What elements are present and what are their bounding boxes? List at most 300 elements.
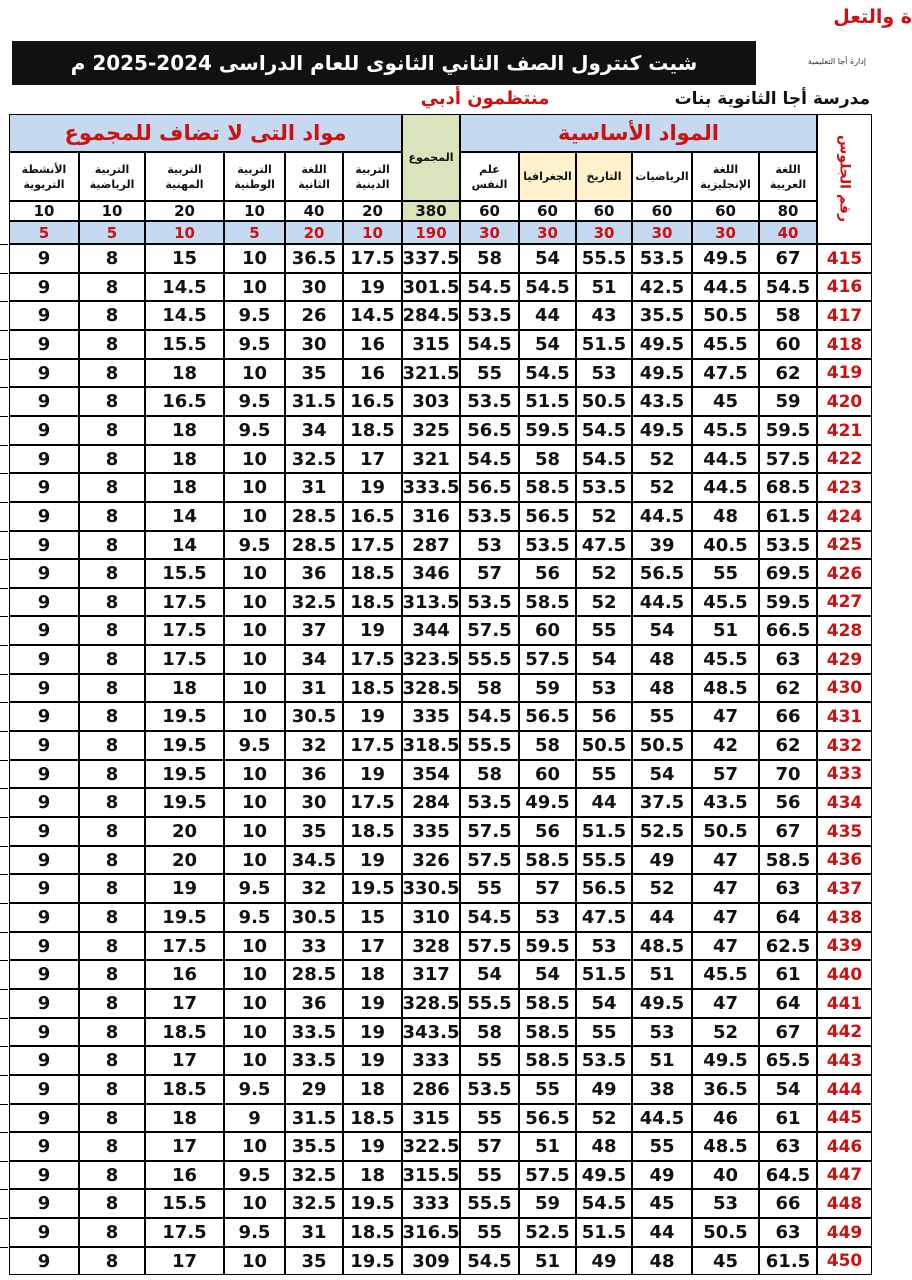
grade-cell: 9 bbox=[9, 1104, 79, 1132]
grade-cell: 67 bbox=[759, 1018, 817, 1046]
max-score-cell: 60 bbox=[576, 201, 632, 221]
subject-header: التربية الرياضية bbox=[79, 152, 145, 201]
grade-cell: 48.5 bbox=[632, 932, 692, 960]
grade-cell: 54.5 bbox=[576, 416, 632, 445]
grade-cell: 37.5 bbox=[632, 788, 692, 817]
grade-cell: 31 bbox=[285, 1218, 343, 1247]
total-cell: 354 bbox=[402, 760, 460, 788]
total-cell: 321.5 bbox=[402, 359, 460, 387]
grade-cell: 30.5 bbox=[285, 903, 343, 932]
subject-header: الأنشطة التربوية bbox=[9, 152, 79, 201]
grade-cell: 54.5 bbox=[460, 445, 519, 473]
grade-cell: 59 bbox=[519, 1189, 576, 1218]
grade-cell: 9.5 bbox=[224, 416, 285, 445]
grade-cell: 14 bbox=[145, 531, 224, 559]
min-score-cell: 40 bbox=[759, 221, 817, 244]
grade-cell: 51 bbox=[576, 273, 632, 301]
grade-cell: 58.5 bbox=[759, 846, 817, 874]
grade-cell: 54.5 bbox=[576, 1189, 632, 1218]
grade-cell: 52 bbox=[576, 1104, 632, 1132]
grade-cell: 17.5 bbox=[343, 731, 402, 760]
grade-cell: 9 bbox=[9, 387, 79, 416]
grade-cell: 50.5 bbox=[632, 731, 692, 760]
total-cell: 316.5 bbox=[402, 1218, 460, 1247]
grade-cell: 8 bbox=[79, 788, 145, 817]
seat-number-cell: 433 bbox=[817, 760, 872, 788]
grade-cell: 32 bbox=[285, 731, 343, 760]
max-score-cell: 80 bbox=[759, 201, 817, 221]
grade-cell: 66 bbox=[759, 1189, 817, 1218]
total-cell: 344 bbox=[402, 616, 460, 645]
grade-cell: 36 bbox=[285, 989, 343, 1018]
grade-cell: 9 bbox=[9, 273, 79, 301]
grade-cell: 50.5 bbox=[692, 301, 759, 330]
grade-cell: 9 bbox=[9, 1189, 79, 1218]
grade-cell: 44 bbox=[632, 1218, 692, 1247]
grade-cell: 35 bbox=[285, 817, 343, 846]
grade-cell: 63 bbox=[759, 874, 817, 903]
grade-cell: 48 bbox=[632, 645, 692, 674]
grade-cell: 47 bbox=[692, 702, 759, 731]
grade-cell: 19.5 bbox=[145, 903, 224, 932]
grade-cell: 8 bbox=[79, 731, 145, 760]
grade-cell: 49 bbox=[576, 1247, 632, 1275]
row-divider bbox=[0, 244, 8, 245]
grade-cell: 45.5 bbox=[692, 416, 759, 445]
grade-cell: 19.5 bbox=[145, 702, 224, 731]
grade-cell: 57.5 bbox=[460, 616, 519, 645]
grade-cell: 31 bbox=[285, 674, 343, 702]
grade-cell: 18.5 bbox=[343, 588, 402, 616]
grade-cell: 19.5 bbox=[343, 1247, 402, 1275]
grade-cell: 44 bbox=[576, 788, 632, 817]
grade-cell: 49.5 bbox=[692, 1046, 759, 1075]
total-cell: 287 bbox=[402, 531, 460, 559]
grade-cell: 54 bbox=[632, 616, 692, 645]
grade-cell: 45.5 bbox=[692, 645, 759, 674]
subject-header: التربية المهنية bbox=[145, 152, 224, 201]
row-divider bbox=[0, 788, 8, 789]
grade-cell: 55 bbox=[460, 1104, 519, 1132]
max-score-cell: 60 bbox=[692, 201, 759, 221]
basic-subjects-group-header: المواد الأساسية bbox=[460, 114, 817, 152]
grade-cell: 26 bbox=[285, 301, 343, 330]
grade-cell: 8 bbox=[79, 616, 145, 645]
grade-cell: 10 bbox=[224, 559, 285, 588]
grade-cell: 33 bbox=[285, 932, 343, 960]
grade-cell: 8 bbox=[79, 1189, 145, 1218]
grade-cell: 49 bbox=[632, 1161, 692, 1189]
grade-cell: 18 bbox=[145, 1104, 224, 1132]
grade-cell: 61.5 bbox=[759, 1247, 817, 1275]
grade-cell: 51.5 bbox=[576, 330, 632, 359]
grade-cell: 44.5 bbox=[692, 273, 759, 301]
grade-cell: 49.5 bbox=[692, 244, 759, 273]
grade-cell: 9 bbox=[9, 846, 79, 874]
row-divider bbox=[0, 1132, 8, 1133]
grade-cell: 53 bbox=[576, 674, 632, 702]
grade-cell: 18.5 bbox=[343, 559, 402, 588]
grade-cell: 9 bbox=[9, 1247, 79, 1275]
grade-cell: 47 bbox=[692, 989, 759, 1018]
grade-cell: 59.5 bbox=[519, 416, 576, 445]
grade-cell: 32.5 bbox=[285, 588, 343, 616]
grade-cell: 35 bbox=[285, 359, 343, 387]
total-cell: 330.5 bbox=[402, 874, 460, 903]
grade-cell: 55 bbox=[460, 359, 519, 387]
grade-cell: 53 bbox=[576, 932, 632, 960]
max-score-cell: 10 bbox=[9, 201, 79, 221]
min-score-cell: 30 bbox=[460, 221, 519, 244]
grade-cell: 48.5 bbox=[692, 1132, 759, 1161]
grade-cell: 54.5 bbox=[460, 702, 519, 731]
total-cell: 315 bbox=[402, 1104, 460, 1132]
grade-cell: 16.5 bbox=[343, 502, 402, 531]
grade-cell: 44.5 bbox=[692, 445, 759, 473]
row-divider bbox=[0, 616, 8, 617]
grade-cell: 49.5 bbox=[576, 1161, 632, 1189]
seat-number-cell: 417 bbox=[817, 301, 872, 330]
grade-cell: 53.5 bbox=[519, 531, 576, 559]
grade-cell: 51.5 bbox=[576, 817, 632, 846]
grade-cell: 19 bbox=[343, 846, 402, 874]
grade-cell: 32.5 bbox=[285, 1189, 343, 1218]
grade-cell: 53.5 bbox=[460, 1075, 519, 1104]
grade-cell: 47 bbox=[692, 932, 759, 960]
grade-cell: 17.5 bbox=[145, 645, 224, 674]
max-score-cell: 20 bbox=[145, 201, 224, 221]
grade-cell: 18.5 bbox=[343, 674, 402, 702]
grade-cell: 35.5 bbox=[285, 1132, 343, 1161]
grade-cell: 54.5 bbox=[460, 1247, 519, 1275]
subject-header: اللغة الثانية bbox=[285, 152, 343, 201]
grade-cell: 56 bbox=[519, 817, 576, 846]
grade-cell: 17.5 bbox=[343, 244, 402, 273]
grade-cell: 55 bbox=[576, 1018, 632, 1046]
grade-cell: 56.5 bbox=[460, 416, 519, 445]
grade-cell: 8 bbox=[79, 702, 145, 731]
grade-cell: 67 bbox=[759, 817, 817, 846]
grade-cell: 60 bbox=[519, 616, 576, 645]
grade-cell: 8 bbox=[79, 588, 145, 616]
grade-cell: 10 bbox=[224, 588, 285, 616]
seat-number-cell: 448 bbox=[817, 1189, 872, 1218]
grade-cell: 40.5 bbox=[692, 531, 759, 559]
grade-cell: 8 bbox=[79, 559, 145, 588]
grade-cell: 16 bbox=[343, 359, 402, 387]
total-cell: 301.5 bbox=[402, 273, 460, 301]
min-score-cell: 20 bbox=[285, 221, 343, 244]
total-cell: 323.5 bbox=[402, 645, 460, 674]
grade-cell: 17 bbox=[145, 989, 224, 1018]
grade-cell: 19.5 bbox=[145, 788, 224, 817]
grade-cell: 34.5 bbox=[285, 846, 343, 874]
row-divider bbox=[0, 1189, 8, 1190]
grade-cell: 10 bbox=[224, 445, 285, 473]
grade-cell: 8 bbox=[79, 903, 145, 932]
grade-cell: 17.5 bbox=[343, 788, 402, 817]
seat-number-cell: 450 bbox=[817, 1247, 872, 1275]
grade-cell: 32.5 bbox=[285, 445, 343, 473]
grade-cell: 54 bbox=[519, 330, 576, 359]
total-cell: 328.5 bbox=[402, 674, 460, 702]
grade-cell: 9 bbox=[9, 874, 79, 903]
grade-cell: 20 bbox=[145, 846, 224, 874]
grade-cell: 58.5 bbox=[519, 473, 576, 502]
grade-cell: 9 bbox=[9, 616, 79, 645]
grade-cell: 50.5 bbox=[692, 817, 759, 846]
seat-number-cell: 437 bbox=[817, 874, 872, 903]
grade-cell: 10 bbox=[224, 674, 285, 702]
grade-cell: 8 bbox=[79, 273, 145, 301]
grade-cell: 10 bbox=[224, 616, 285, 645]
grade-cell: 55 bbox=[576, 616, 632, 645]
grade-cell: 9 bbox=[9, 702, 79, 731]
grade-cell: 19 bbox=[343, 760, 402, 788]
grade-cell: 45.5 bbox=[692, 330, 759, 359]
subject-header: التاريخ bbox=[576, 152, 632, 201]
grade-cell: 69.5 bbox=[759, 559, 817, 588]
grade-cell: 35.5 bbox=[632, 301, 692, 330]
grade-cell: 47 bbox=[692, 874, 759, 903]
grade-cell: 31 bbox=[285, 473, 343, 502]
grade-cell: 55.5 bbox=[460, 731, 519, 760]
grade-cell: 8 bbox=[79, 1046, 145, 1075]
grade-cell: 45.5 bbox=[692, 960, 759, 989]
min-score-cell: 10 bbox=[343, 221, 402, 244]
grade-cell: 9.5 bbox=[224, 1161, 285, 1189]
grade-cell: 62.5 bbox=[759, 932, 817, 960]
grade-cell: 40 bbox=[692, 1161, 759, 1189]
grade-cell: 46 bbox=[692, 1104, 759, 1132]
study-mode-label: منتظمون أدبي bbox=[420, 88, 550, 109]
seat-number-cell: 435 bbox=[817, 817, 872, 846]
grade-cell: 30 bbox=[285, 788, 343, 817]
grade-cell: 19.5 bbox=[145, 731, 224, 760]
grade-cell: 9.5 bbox=[224, 301, 285, 330]
grade-cell: 50.5 bbox=[576, 387, 632, 416]
grade-cell: 10 bbox=[224, 1132, 285, 1161]
grade-cell: 8 bbox=[79, 989, 145, 1018]
seat-number-cell: 419 bbox=[817, 359, 872, 387]
grade-cell: 47 bbox=[692, 846, 759, 874]
seat-number-header: رقم الجلوس bbox=[817, 114, 872, 244]
grade-cell: 36.5 bbox=[285, 244, 343, 273]
grade-cell: 56 bbox=[519, 559, 576, 588]
row-divider bbox=[0, 1247, 8, 1248]
total-cell: 310 bbox=[402, 903, 460, 932]
grade-cell: 55 bbox=[460, 874, 519, 903]
grade-cell: 52.5 bbox=[519, 1218, 576, 1247]
grade-cell: 58 bbox=[460, 760, 519, 788]
grade-cell: 52 bbox=[576, 559, 632, 588]
grade-cell: 57.5 bbox=[460, 846, 519, 874]
grade-cell: 56.5 bbox=[632, 559, 692, 588]
grade-cell: 28.5 bbox=[285, 502, 343, 531]
min-score-cell: 5 bbox=[79, 221, 145, 244]
grade-cell: 15 bbox=[145, 244, 224, 273]
grade-cell: 28.5 bbox=[285, 960, 343, 989]
max-score-cell: 60 bbox=[632, 201, 692, 221]
grade-cell: 56.5 bbox=[576, 874, 632, 903]
row-divider bbox=[0, 301, 8, 302]
grade-cell: 61.5 bbox=[759, 502, 817, 531]
total-max-cell: 380 bbox=[402, 201, 460, 221]
row-divider bbox=[0, 1075, 8, 1076]
grade-cell: 19 bbox=[145, 874, 224, 903]
grade-cell: 54 bbox=[519, 244, 576, 273]
grade-cell: 16 bbox=[145, 960, 224, 989]
grade-cell: 51.5 bbox=[576, 960, 632, 989]
grade-cell: 57 bbox=[519, 874, 576, 903]
subject-header: الجغرافيا bbox=[519, 152, 576, 201]
grade-cell: 9.5 bbox=[224, 387, 285, 416]
grade-cell: 43 bbox=[576, 301, 632, 330]
grade-cell: 9 bbox=[9, 473, 79, 502]
seat-number-cell: 432 bbox=[817, 731, 872, 760]
seat-number-cell: 415 bbox=[817, 244, 872, 273]
grade-cell: 10 bbox=[224, 932, 285, 960]
grade-cell: 59.5 bbox=[759, 416, 817, 445]
left-cut-column bbox=[0, 111, 8, 1280]
grade-cell: 8 bbox=[79, 301, 145, 330]
grade-cell: 53 bbox=[576, 359, 632, 387]
grade-cell: 47 bbox=[692, 903, 759, 932]
grade-cell: 33.5 bbox=[285, 1046, 343, 1075]
total-cell: 315.5 bbox=[402, 1161, 460, 1189]
grade-cell: 9 bbox=[9, 1046, 79, 1075]
grade-cell: 52.5 bbox=[632, 817, 692, 846]
grade-cell: 55 bbox=[519, 1075, 576, 1104]
grade-cell: 30 bbox=[285, 273, 343, 301]
grade-cell: 16 bbox=[343, 330, 402, 359]
grade-cell: 17 bbox=[145, 1046, 224, 1075]
grade-cell: 51 bbox=[632, 1046, 692, 1075]
grade-cell: 53.5 bbox=[576, 473, 632, 502]
seat-number-cell: 442 bbox=[817, 1018, 872, 1046]
grade-cell: 18 bbox=[145, 473, 224, 502]
grade-cell: 52 bbox=[632, 445, 692, 473]
grade-cell: 52 bbox=[632, 473, 692, 502]
row-divider bbox=[0, 932, 8, 933]
grade-cell: 58.5 bbox=[519, 588, 576, 616]
seat-number-cell: 422 bbox=[817, 445, 872, 473]
total-cell: 318.5 bbox=[402, 731, 460, 760]
seat-number-cell: 447 bbox=[817, 1161, 872, 1189]
grade-cell: 44.5 bbox=[692, 473, 759, 502]
subject-header: الرياضيات bbox=[632, 152, 692, 201]
grade-cell: 10 bbox=[224, 244, 285, 273]
total-cell: 321 bbox=[402, 445, 460, 473]
grade-cell: 8 bbox=[79, 445, 145, 473]
grade-cell: 8 bbox=[79, 645, 145, 674]
total-cell: 335 bbox=[402, 702, 460, 731]
grade-cell: 9.5 bbox=[224, 731, 285, 760]
grade-cell: 8 bbox=[79, 874, 145, 903]
seat-number-cell: 418 bbox=[817, 330, 872, 359]
min-score-cell: 30 bbox=[519, 221, 576, 244]
grade-cell: 55 bbox=[460, 1161, 519, 1189]
subject-header: التربية الوطنية bbox=[224, 152, 285, 201]
grade-cell: 58 bbox=[759, 301, 817, 330]
grade-cell: 9 bbox=[9, 445, 79, 473]
grade-cell: 45 bbox=[692, 387, 759, 416]
grade-cell: 49 bbox=[632, 846, 692, 874]
total-cell: 315 bbox=[402, 330, 460, 359]
grade-cell: 18.5 bbox=[145, 1018, 224, 1046]
grade-cell: 44.5 bbox=[632, 588, 692, 616]
grade-cell: 58 bbox=[519, 445, 576, 473]
grade-cell: 10 bbox=[224, 702, 285, 731]
grade-cell: 34 bbox=[285, 645, 343, 674]
grade-cell: 45 bbox=[632, 1189, 692, 1218]
grade-cell: 56 bbox=[576, 702, 632, 731]
grade-cell: 57.5 bbox=[460, 817, 519, 846]
grade-cell: 8 bbox=[79, 932, 145, 960]
grade-cell: 48 bbox=[632, 1247, 692, 1275]
grade-cell: 16 bbox=[145, 1161, 224, 1189]
grade-cell: 45.5 bbox=[692, 588, 759, 616]
grade-cell: 53.5 bbox=[759, 531, 817, 559]
seat-number-cell: 439 bbox=[817, 932, 872, 960]
row-divider bbox=[0, 989, 8, 990]
grade-cell: 47.5 bbox=[576, 531, 632, 559]
grade-cell: 10 bbox=[224, 1247, 285, 1275]
sheet-title-bar bbox=[12, 41, 756, 85]
grade-cell: 8 bbox=[79, 1247, 145, 1275]
grade-cell: 47.5 bbox=[576, 903, 632, 932]
grade-cell: 48 bbox=[692, 502, 759, 531]
grade-cell: 61 bbox=[759, 960, 817, 989]
grade-cell: 9 bbox=[9, 1018, 79, 1046]
grade-cell: 66 bbox=[759, 702, 817, 731]
grade-cell: 8 bbox=[79, 531, 145, 559]
row-divider bbox=[0, 817, 8, 818]
grade-cell: 51 bbox=[692, 616, 759, 645]
grade-cell: 33.5 bbox=[285, 1018, 343, 1046]
grade-cell: 49.5 bbox=[632, 330, 692, 359]
total-cell: 325 bbox=[402, 416, 460, 445]
seat-number-cell: 423 bbox=[817, 473, 872, 502]
grade-cell: 53 bbox=[632, 1018, 692, 1046]
subject-header: التربية الدينية bbox=[343, 152, 402, 201]
grade-cell: 19 bbox=[343, 1132, 402, 1161]
grade-cell: 19 bbox=[343, 616, 402, 645]
grade-cell: 18.5 bbox=[343, 817, 402, 846]
grade-cell: 18 bbox=[145, 674, 224, 702]
seat-number-cell: 434 bbox=[817, 788, 872, 817]
grade-cell: 63 bbox=[759, 1132, 817, 1161]
grade-cell: 54.5 bbox=[759, 273, 817, 301]
grade-cell: 14.5 bbox=[145, 273, 224, 301]
total-cell: 335 bbox=[402, 817, 460, 846]
grade-cell: 18 bbox=[145, 359, 224, 387]
grade-cell: 53.5 bbox=[460, 788, 519, 817]
min-score-cell: 10 bbox=[145, 221, 224, 244]
row-divider bbox=[0, 1018, 8, 1019]
total-cell: 333.5 bbox=[402, 473, 460, 502]
row-divider bbox=[0, 473, 8, 474]
grade-cell: 51 bbox=[519, 1247, 576, 1275]
grade-cell: 10 bbox=[224, 359, 285, 387]
grade-cell: 19.5 bbox=[343, 1189, 402, 1218]
grade-cell: 9.5 bbox=[224, 531, 285, 559]
grade-cell: 43.5 bbox=[632, 387, 692, 416]
grade-cell: 9 bbox=[9, 674, 79, 702]
grade-cell: 8 bbox=[79, 502, 145, 531]
max-score-cell: 10 bbox=[79, 201, 145, 221]
total-cell: 317 bbox=[402, 960, 460, 989]
